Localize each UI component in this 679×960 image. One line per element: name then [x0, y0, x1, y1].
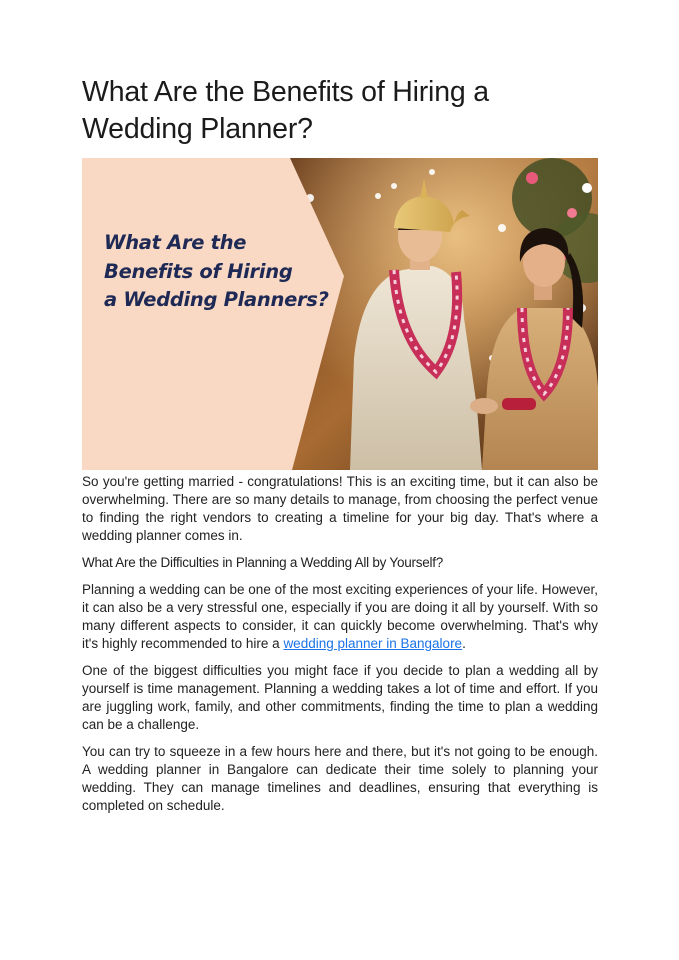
paragraph-1-end: . — [462, 636, 466, 651]
paragraph-3: You can try to squeeze in a few hours here and there, but it's not going to be enough. A wedding planner in Bangalore can dedicate their time solely to planning your wedding. They can manage timelines and deadlines, ensuring that everything is completed on schedule. — [82, 744, 598, 813]
hero-banner — [82, 158, 598, 470]
document-page — [82, 74, 598, 815]
wedding-planner-link[interactable]: wedding planner in Bangalore — [283, 636, 463, 651]
hero-heading-line-1: What Are the — [104, 231, 247, 254]
paragraph-2: One of the biggest difficulties you might face if you decide to plan a wedding all by yourself is time management. Planning a wedding takes a lot of time and effort. If you are juggling work, family, and other commitments, finding the time to plan a wedding can be a challenge. — [82, 663, 598, 732]
intro-paragraph: So you're getting married - congratulations! This is an exciting time, but it can also be overwhelming. There are so many details to manage, from choosing the perfect venue to finding the right vendors to creating a timeline for your big day. That's where a wedding planner comes in. — [82, 474, 598, 543]
hero-heading-line-2: Benefits of Hiring — [104, 259, 293, 283]
hero-heading — [104, 229, 364, 315]
hero-heading-line-3: a Wedding Planners? — [104, 288, 329, 311]
section-subheading: What Are the Difficulties in Planning a Wedding All by Yourself? — [82, 555, 443, 570]
paragraph-1-text: Planning a wedding can be one of the most exciting experiences of your life. However, it can also be a very stressful one, especially if you are doing it all by yourself. With so many different aspects to consider, it can quickly become overwhelming. That's why it's highly recommended to hire a — [82, 582, 598, 651]
page-title: What Are the Benefits of Hiring a Wedding Planner? — [82, 76, 489, 145]
paragraph-1 — [82, 581, 598, 653]
